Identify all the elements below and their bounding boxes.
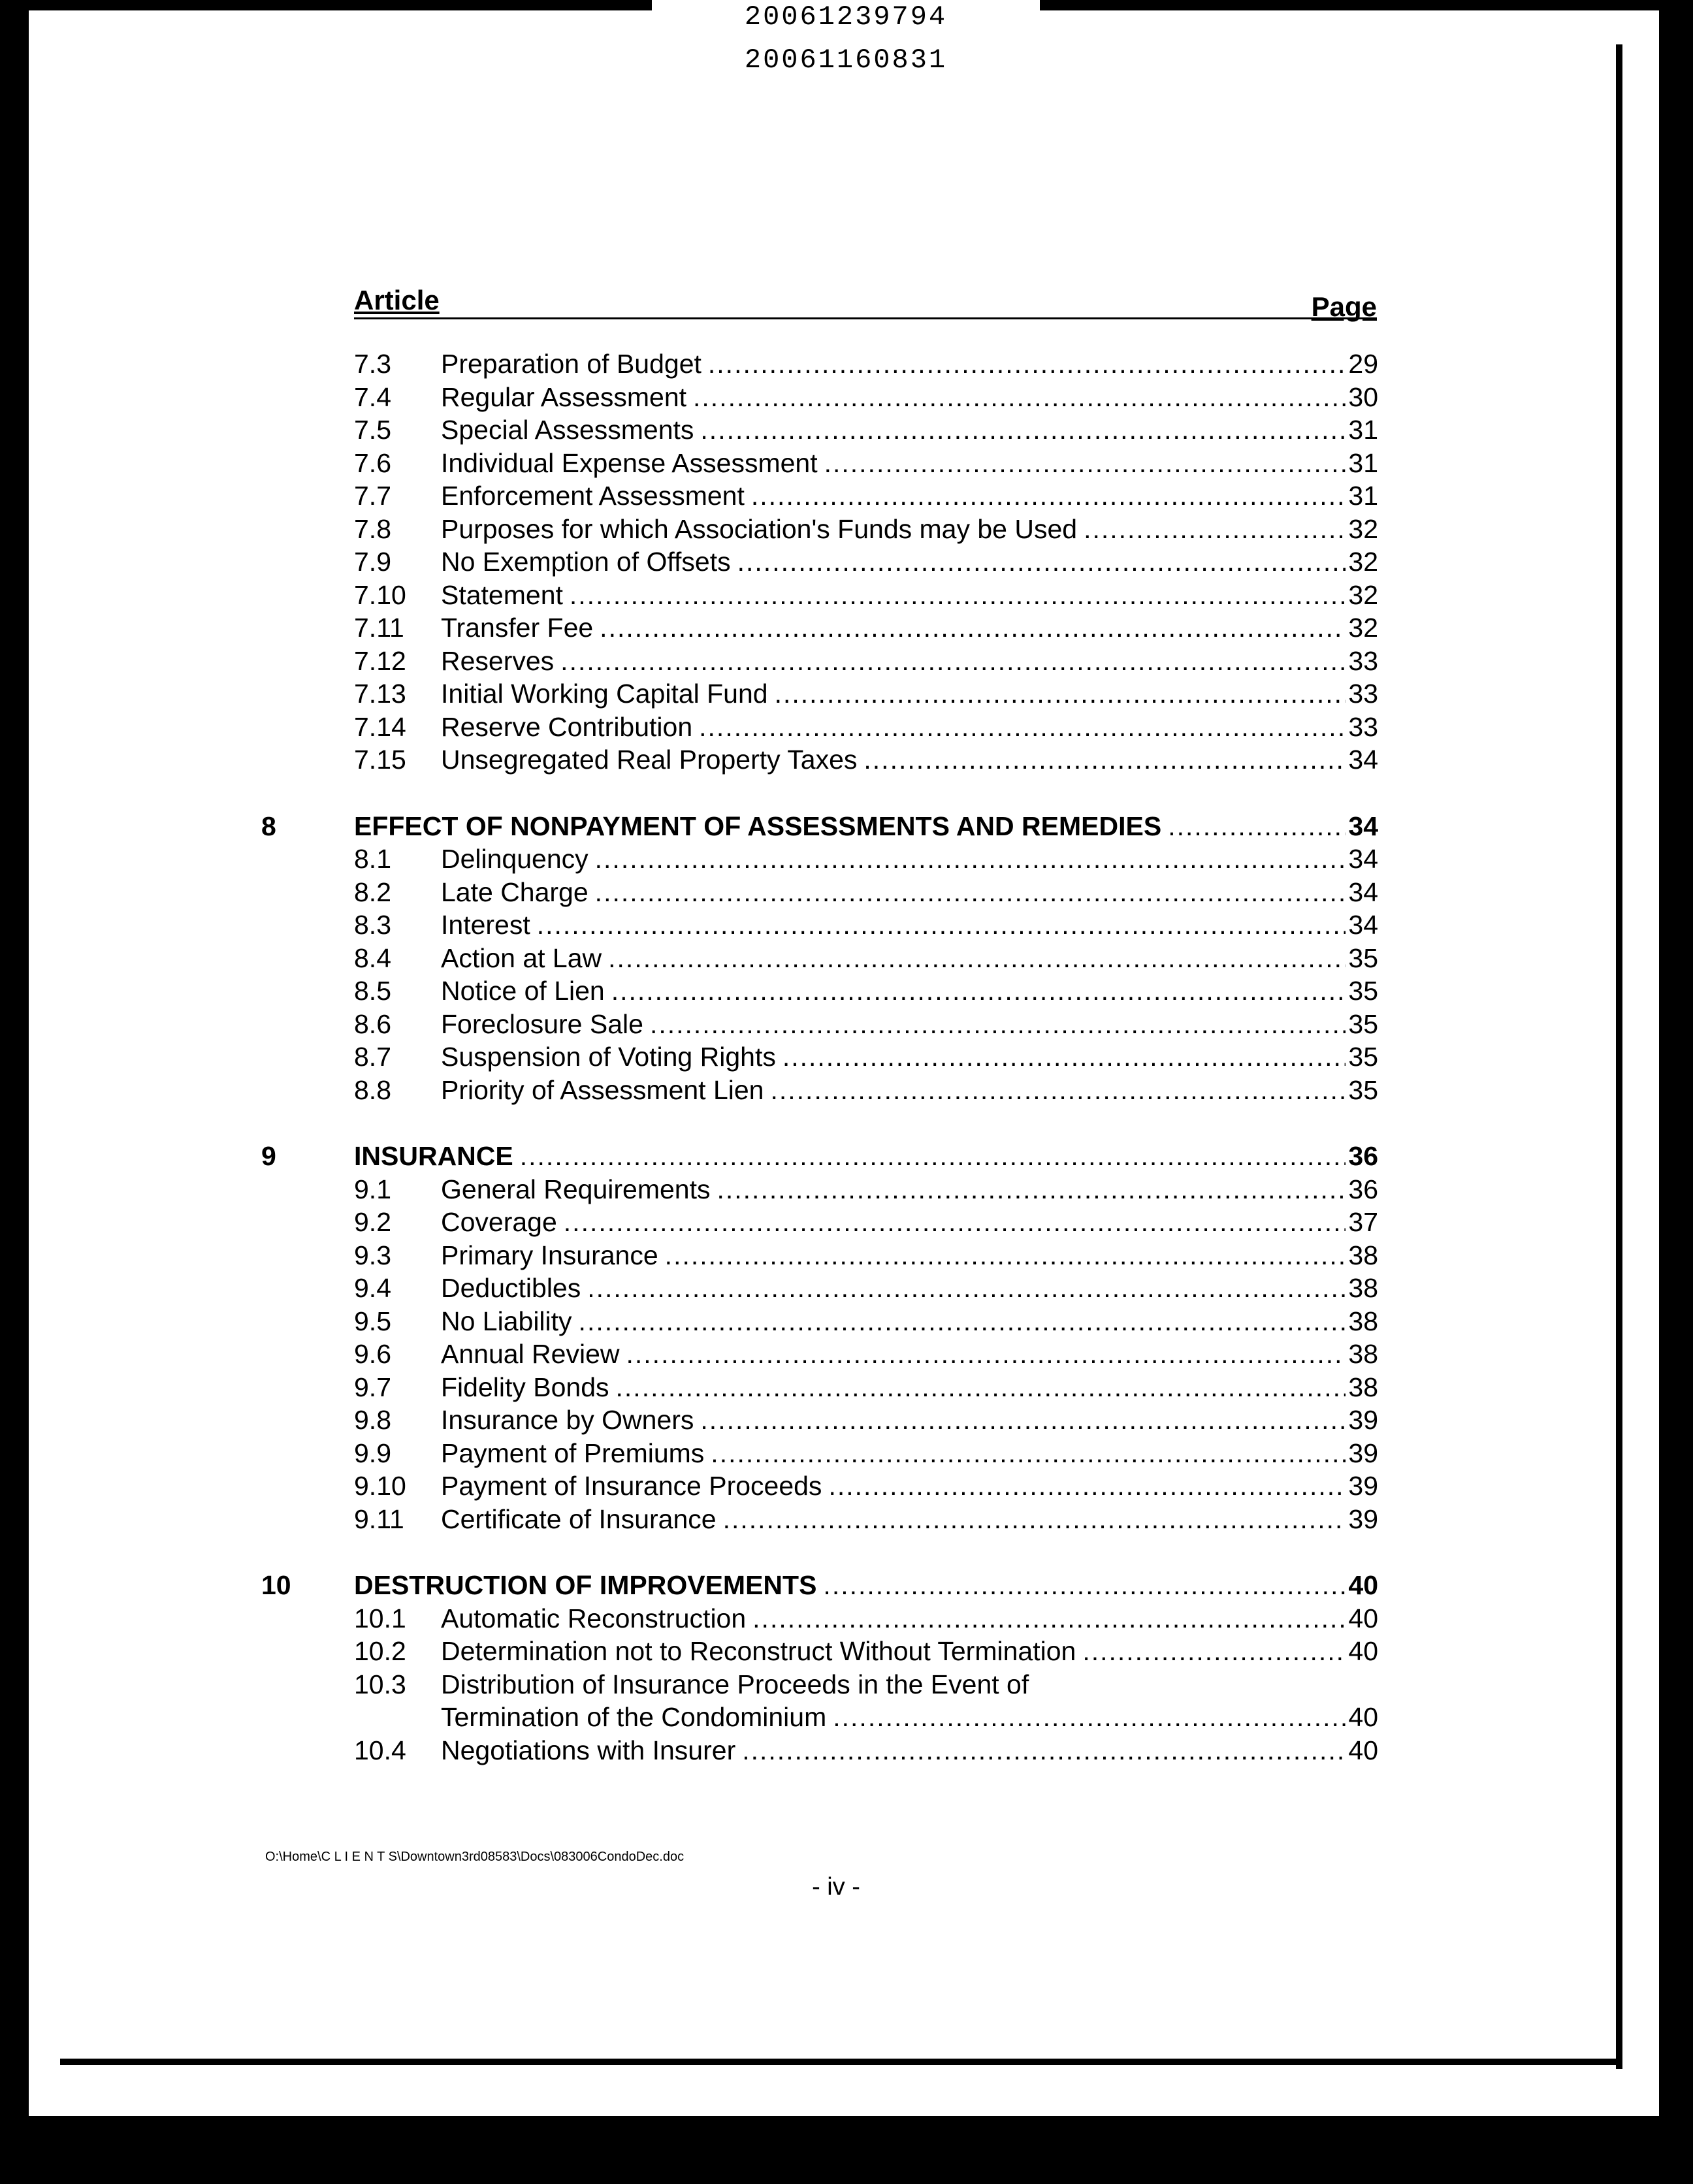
toc-section-row <box>261 645 1378 678</box>
dot-leader <box>782 1040 1346 1074</box>
section-title: Special Assessments <box>441 415 694 445</box>
dot-leader <box>611 974 1346 1008</box>
dot-leader <box>823 1569 1346 1602</box>
dot-leader <box>570 579 1346 612</box>
section-title: Coverage <box>441 1207 557 1237</box>
dot-leader <box>708 347 1346 381</box>
toc-entry <box>441 1305 1378 1338</box>
section-title: Primary Insurance <box>441 1240 658 1270</box>
toc-entry <box>441 447 1378 480</box>
page-ref: 34 <box>1348 876 1378 907</box>
toc-entry <box>441 1734 1378 1767</box>
section-title: Termination of the Condominium <box>441 1702 827 1732</box>
toc-section-row <box>261 347 1378 381</box>
toc-section-row <box>261 1206 1378 1239</box>
toc-section-row <box>261 1469 1378 1503</box>
section-number: 9.6 <box>354 1339 391 1369</box>
dot-leader <box>717 1173 1346 1206</box>
section-number: 7.4 <box>354 381 391 412</box>
toc-header <box>354 281 1377 322</box>
dot-leader <box>595 843 1346 876</box>
section-number: 8.8 <box>354 1074 391 1105</box>
section-title: Regular Assessment <box>441 381 687 412</box>
toc-entry <box>441 1173 1378 1206</box>
page-ref: 39 <box>1348 1471 1378 1501</box>
section-number: 8.2 <box>354 876 391 907</box>
toc-section-row <box>261 447 1378 480</box>
toc-section-row <box>261 1173 1378 1206</box>
dot-leader <box>723 1503 1346 1536</box>
toc-entry <box>441 974 1378 1008</box>
dot-leader <box>699 711 1346 744</box>
toc-entry <box>441 743 1378 777</box>
page-ref: 31 <box>1348 447 1378 478</box>
page-ref: 32 <box>1348 613 1378 643</box>
dot-leader <box>711 1437 1346 1470</box>
toc-entry <box>441 1701 1378 1734</box>
article-number: 8 <box>261 811 276 841</box>
scan-border-left <box>0 0 29 2184</box>
page-ref: 29 <box>1348 349 1378 379</box>
page-ref: 38 <box>1348 1372 1378 1402</box>
section-title: Fidelity Bonds <box>441 1372 609 1402</box>
section-title: Certificate of Insurance <box>441 1503 717 1534</box>
dot-leader <box>1082 1635 1346 1668</box>
section-title: Priority of Assessment Lien <box>441 1074 764 1105</box>
page-ref: 40 <box>1348 1636 1378 1666</box>
toc-section-row <box>261 513 1378 546</box>
toc-entry <box>441 1503 1378 1536</box>
toc-section-row <box>261 711 1378 744</box>
toc-section-row <box>261 1305 1378 1338</box>
toc-entry <box>441 711 1378 744</box>
page-ref: 40 <box>1348 1603 1378 1633</box>
page-ref: 38 <box>1348 1306 1378 1336</box>
page-ref: 35 <box>1348 1042 1378 1072</box>
page-ref: 38 <box>1348 1339 1378 1369</box>
dot-leader <box>824 447 1346 480</box>
page-edge-right <box>1616 44 1622 2069</box>
section-number: 10.3 <box>354 1669 406 1699</box>
section-title: Action at Law <box>441 942 602 973</box>
toc-section-row <box>261 1734 1378 1767</box>
toc-section-row <box>261 1503 1378 1536</box>
section-title: Suspension of Voting Rights <box>441 1042 776 1072</box>
page-ref: 31 <box>1348 481 1378 511</box>
section-title: Purposes for which Association's Funds may be Used <box>441 513 1078 544</box>
dot-leader <box>595 876 1346 909</box>
toc-section-row <box>261 1701 1378 1734</box>
section-number: 8.5 <box>354 976 391 1006</box>
article-title: DESTRUCTION OF IMPROVEMENTS <box>354 1570 817 1600</box>
page-ref: 39 <box>1348 1437 1378 1468</box>
section-title: Deductibles <box>441 1273 581 1303</box>
section-title: Negotiations with Insurer <box>441 1735 736 1765</box>
page-ref: 31 <box>1348 415 1378 445</box>
page-ref: 40 <box>1348 1570 1378 1600</box>
section-title: General Requirements <box>441 1174 711 1204</box>
section-title: Preparation of Budget <box>441 349 701 379</box>
dot-leader <box>626 1338 1346 1371</box>
toc-article-row <box>261 1569 1378 1602</box>
section-number: 7.8 <box>354 513 391 544</box>
section-number: 9.8 <box>354 1405 391 1435</box>
toc-section-row <box>261 677 1378 711</box>
section-number: 9.9 <box>354 1437 391 1468</box>
section-number: 7.6 <box>354 447 391 478</box>
toc-entry <box>441 381 1378 414</box>
toc-entry <box>441 942 1378 975</box>
section-number: 9.11 <box>354 1503 404 1534</box>
toc-article-row <box>261 810 1378 843</box>
toc-entry <box>441 843 1378 876</box>
toc-entry <box>441 1074 1378 1107</box>
dot-leader <box>616 1371 1346 1404</box>
section-number: 7.12 <box>354 645 406 676</box>
section-title: Insurance by Owners <box>441 1405 694 1435</box>
toc-section-row <box>261 479 1378 513</box>
section-title: Enforcement Assessment <box>441 481 745 511</box>
section-title: Foreclosure Sale <box>441 1008 643 1039</box>
page-ref: 35 <box>1348 1074 1378 1105</box>
section-title: Interest <box>441 910 530 940</box>
article-number: 9 <box>261 1141 276 1171</box>
toc-article-row <box>261 1140 1378 1173</box>
page-ref: 33 <box>1348 645 1378 676</box>
scan-border-top-left <box>0 0 652 10</box>
toc-entry <box>441 1272 1378 1305</box>
scan-border-top-right <box>1040 0 1693 10</box>
page-ref: 32 <box>1348 547 1378 577</box>
section-title: Statement <box>441 579 563 610</box>
toc-entry <box>441 1437 1378 1470</box>
section-number: 7.15 <box>354 745 406 775</box>
toc-entry <box>441 1371 1378 1404</box>
toc-entry <box>441 876 1378 909</box>
toc-section-row <box>261 1371 1378 1404</box>
toc-section-row <box>261 942 1378 975</box>
section-title: Determination not to Reconstruct Without Termination <box>441 1636 1076 1666</box>
toc-entry <box>441 611 1378 645</box>
toc-entry <box>441 479 1378 513</box>
header-article-label: Article <box>354 285 440 315</box>
page-ref: 40 <box>1348 1735 1378 1765</box>
toc-section-row <box>261 1338 1378 1371</box>
toc-entry <box>441 645 1378 678</box>
toc-entry <box>441 545 1378 579</box>
dot-leader <box>579 1305 1346 1338</box>
dot-leader <box>742 1734 1346 1767</box>
toc-entry <box>441 1404 1378 1437</box>
toc-section-row <box>261 1602 1378 1635</box>
dot-leader <box>537 908 1346 942</box>
section-title: Transfer Fee <box>441 613 594 643</box>
toc-entry <box>441 1668 1378 1701</box>
toc-section-row <box>261 1668 1378 1701</box>
toc-entry <box>354 810 1378 843</box>
document-number: 20061160831 <box>744 44 948 76</box>
section-number: 9.4 <box>354 1273 391 1303</box>
section-title: Reserves <box>441 645 555 676</box>
section-title: No Exemption of Offsets <box>441 547 731 577</box>
section-number: 7.3 <box>354 349 391 379</box>
toc-section-row <box>261 743 1378 777</box>
toc-section-row <box>261 1074 1378 1107</box>
toc-entry <box>441 1239 1378 1272</box>
toc-entry <box>354 1140 1378 1173</box>
toc-section-row <box>261 1008 1378 1041</box>
dot-leader <box>828 1469 1346 1503</box>
toc-section-row <box>261 1040 1378 1074</box>
toc-entry <box>441 1040 1378 1074</box>
section-number: 10.4 <box>354 1735 406 1765</box>
section-title: Payment of Premiums <box>441 1437 705 1468</box>
section-number: 8.6 <box>354 1008 391 1039</box>
dot-leader <box>700 413 1346 447</box>
page-ref: 34 <box>1348 910 1378 940</box>
toc-entry <box>354 1569 1378 1602</box>
page-ref: 37 <box>1348 1207 1378 1237</box>
dot-leader <box>560 645 1346 678</box>
section-title: Unsegregated Real Property Taxes <box>441 745 858 775</box>
page-ref: 34 <box>1348 745 1378 775</box>
section-number: 8.1 <box>354 844 391 874</box>
section-title: Delinquency <box>441 844 589 874</box>
toc-entry <box>441 1469 1378 1503</box>
toc-entry <box>441 1635 1378 1668</box>
toc-entry <box>441 413 1378 447</box>
page-ref: 35 <box>1348 942 1378 973</box>
section-number: 9.1 <box>354 1174 391 1204</box>
section-number: 7.11 <box>354 613 404 643</box>
toc-entry <box>441 1206 1378 1239</box>
dot-leader <box>693 381 1346 414</box>
toc-section-row <box>261 1239 1378 1272</box>
article-number: 10 <box>261 1570 291 1600</box>
section-title: Individual Expense Assessment <box>441 447 818 478</box>
section-title: Distribution of Insurance Proceeds in the Event of <box>441 1669 1029 1699</box>
article-title: EFFECT OF NONPAYMENT OF ASSESSMENTS AND REMEDIES <box>354 811 1162 841</box>
toc-entry <box>441 347 1378 381</box>
toc-entry <box>441 513 1378 546</box>
section-title: Reserve Contribution <box>441 711 693 742</box>
toc-entry <box>441 908 1378 942</box>
toc-section-row <box>261 381 1378 414</box>
section-number: 10.2 <box>354 1636 406 1666</box>
dot-leader <box>863 743 1346 777</box>
dot-leader <box>775 677 1346 711</box>
toc-section-row <box>261 1272 1378 1305</box>
page-ref: 35 <box>1348 976 1378 1006</box>
page-ref: 38 <box>1348 1273 1378 1303</box>
toc-entry <box>441 1602 1378 1635</box>
page-ref: 34 <box>1348 844 1378 874</box>
dot-leader <box>520 1140 1346 1173</box>
page-ref: 39 <box>1348 1405 1378 1435</box>
page-ref: 40 <box>1348 1702 1378 1732</box>
toc-section-row <box>261 908 1378 942</box>
toc-section-row <box>261 974 1378 1008</box>
dot-leader <box>751 479 1346 513</box>
page-ref: 33 <box>1348 679 1378 709</box>
section-number: 7.13 <box>354 679 406 709</box>
dot-leader <box>608 942 1346 975</box>
dot-leader <box>564 1206 1346 1239</box>
dot-leader <box>650 1008 1346 1041</box>
toc-section-row <box>261 611 1378 645</box>
toc-entry <box>441 579 1378 612</box>
toc-section-row <box>261 1635 1378 1668</box>
toc-section-row <box>261 1404 1378 1437</box>
page-ref: 36 <box>1348 1174 1378 1204</box>
section-title: Initial Working Capital Fund <box>441 679 768 709</box>
table-of-contents <box>261 347 1378 1767</box>
dot-leader <box>587 1272 1346 1305</box>
article-title: INSURANCE <box>354 1141 513 1171</box>
section-number: 8.4 <box>354 942 391 973</box>
toc-section-row <box>261 1437 1378 1470</box>
page-ref: 33 <box>1348 711 1378 742</box>
toc-entry <box>441 677 1378 711</box>
dot-leader <box>752 1602 1346 1635</box>
section-number: 9.5 <box>354 1306 391 1336</box>
page-ref: 36 <box>1348 1141 1378 1171</box>
dot-leader <box>1168 810 1346 843</box>
dot-leader <box>770 1074 1346 1107</box>
dot-leader <box>700 1404 1346 1437</box>
section-number: 7.9 <box>354 547 391 577</box>
toc-section-row <box>261 545 1378 579</box>
section-number: 9.7 <box>354 1372 391 1402</box>
page-number: - iv - <box>812 1873 860 1901</box>
dot-leader <box>737 545 1346 579</box>
document-number: 20061239794 <box>744 1 948 33</box>
section-title: Automatic Reconstruction <box>441 1603 747 1633</box>
header-page-label: Page <box>1311 291 1377 322</box>
section-title: No Liability <box>441 1306 572 1336</box>
toc-section-row <box>261 579 1378 612</box>
section-title: Late Charge <box>441 876 589 907</box>
section-number: 8.3 <box>354 910 391 940</box>
page-ref: 39 <box>1348 1503 1378 1534</box>
scan-border-right <box>1659 0 1693 2184</box>
section-title: Notice of Lien <box>441 976 605 1006</box>
section-number: 9.3 <box>354 1240 391 1270</box>
page-ref: 32 <box>1348 579 1378 610</box>
section-number: 9.10 <box>354 1471 406 1501</box>
toc-entry <box>441 1008 1378 1041</box>
page-ref: 30 <box>1348 381 1378 412</box>
section-number: 7.7 <box>354 481 391 511</box>
toc-section-row <box>261 843 1378 876</box>
dot-leader <box>833 1701 1346 1734</box>
dot-leader <box>600 611 1346 645</box>
section-title: Annual Review <box>441 1339 620 1369</box>
section-number: 7.5 <box>354 415 391 445</box>
page-ref: 32 <box>1348 513 1378 544</box>
section-number: 8.7 <box>354 1042 391 1072</box>
scan-border-bottom <box>0 2116 1693 2184</box>
page-edge-bottom <box>60 2059 1622 2065</box>
dot-leader <box>665 1239 1346 1272</box>
section-number: 10.1 <box>354 1603 406 1633</box>
toc-section-row <box>261 413 1378 447</box>
file-path: O:\Home\C L I E N T S\Downtown3rd08583\Docs\083006CondoDec.doc <box>265 1850 685 1864</box>
section-number: 7.14 <box>354 711 406 742</box>
page-ref: 38 <box>1348 1240 1378 1270</box>
section-title: Payment of Insurance Proceeds <box>441 1471 822 1501</box>
page-ref: 35 <box>1348 1008 1378 1039</box>
dot-leader <box>1084 513 1346 546</box>
toc-entry <box>441 1338 1378 1371</box>
toc-section-row <box>261 876 1378 909</box>
section-number: 7.10 <box>354 579 406 610</box>
page-ref: 34 <box>1348 811 1378 841</box>
section-number: 9.2 <box>354 1207 391 1237</box>
